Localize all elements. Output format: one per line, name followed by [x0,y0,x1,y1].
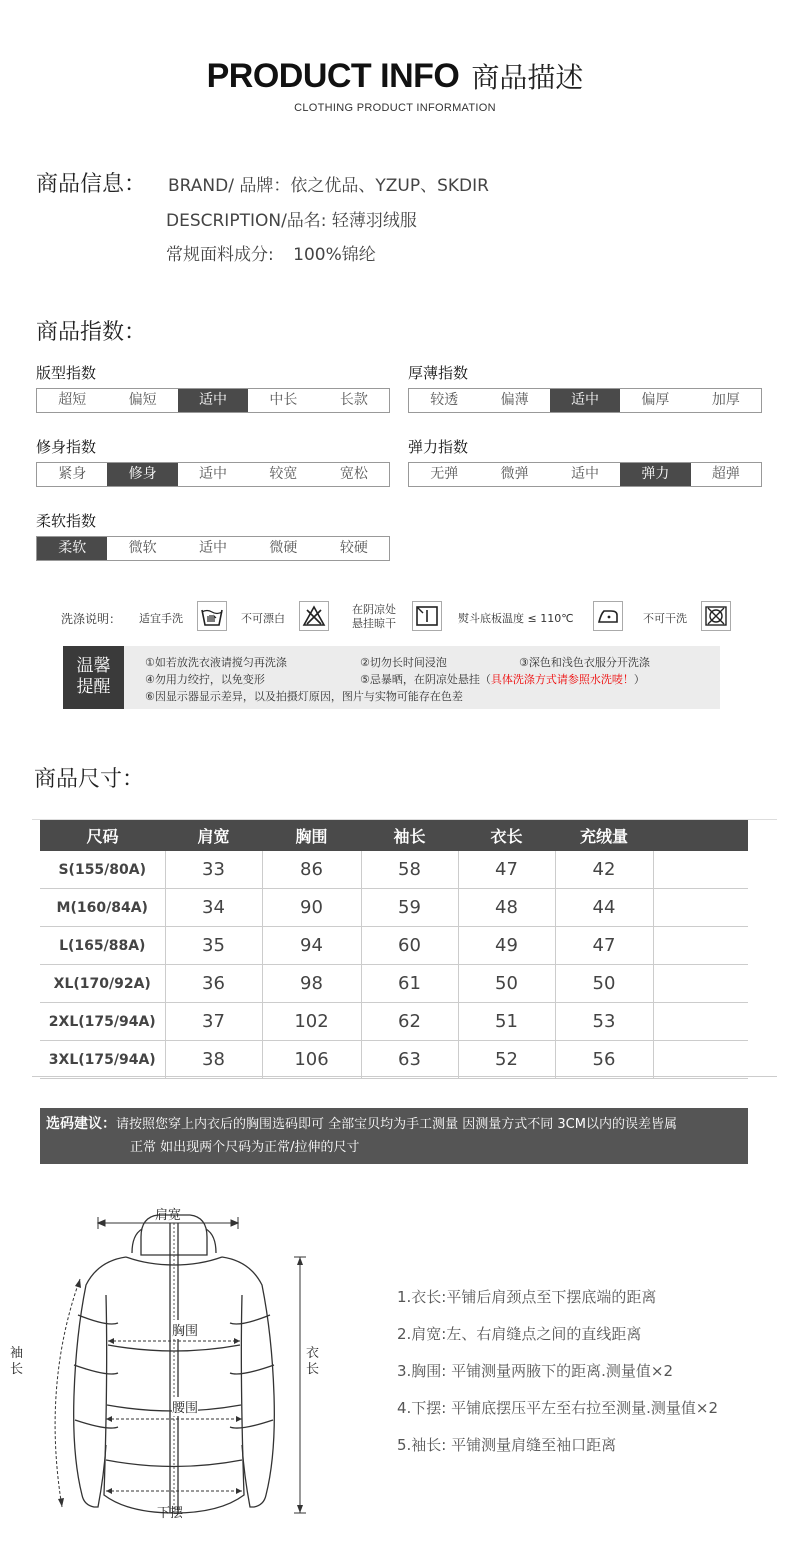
diagram-label-sleeve: 袖长 [10,1346,24,1377]
index-label-3: 弹力指数 [408,438,469,456]
index-option: 微弹 [500,466,529,482]
wash-text-bleach: 不可漂白 [241,612,285,625]
tip-5 [360,671,645,687]
index-option: 超短 [58,392,87,408]
fabric-value: 100%锦纶 [293,245,376,265]
tip-2: ②切勿长时间浸泡 [360,656,447,669]
jacket-diagram [8,1195,338,1530]
size-name-cell: L(165/88A) [40,927,165,965]
size-value-cell [653,965,748,1003]
wash-text-iron: 熨斗底板温度 ≤ 110℃ [458,612,574,625]
index-option: 无弹 [430,466,459,482]
index-option: 偏厚 [641,392,670,408]
size-value-cell [653,851,748,889]
size-value-cell: 35 [165,927,262,965]
measure-2: 2.肩宽:左、右肩缝点之间的直线距离 [397,1325,642,1343]
index-option: 适中 [199,466,228,482]
size-value-cell: 53 [555,1003,653,1041]
size-value-cell: 94 [262,927,361,965]
size-header-cell [653,820,748,851]
size-value-cell: 56 [555,1041,653,1079]
advice-label: 选码建议： [46,1116,116,1132]
index-option: 中长 [269,392,298,408]
size-value-cell: 61 [361,965,458,1003]
size-value-cell: 44 [555,889,653,927]
size-table-wrap [40,820,748,1079]
table-row [40,927,748,965]
wash-text-dryclean: 不可干洗 [643,612,687,625]
index-option: 紧身 [58,466,87,482]
size-header-cell: 衣长 [458,820,555,851]
size-value-cell: 59 [361,889,458,927]
index-option: 适中 [571,466,600,482]
size-value-cell: 36 [165,965,262,1003]
size-value-cell: 48 [458,889,555,927]
index-option: 微软 [128,540,157,556]
size-value-cell: 62 [361,1003,458,1041]
size-value-cell: 106 [262,1041,361,1079]
size-value-cell: 63 [361,1041,458,1079]
tip-5-end: ） [633,673,645,686]
fabric-label: 常规面料成分: [166,245,274,265]
brand-line: BRAND/ 品牌：依之优品、YZUP、SKDIR [168,176,489,196]
size-value-cell [653,1041,748,1079]
table-row [40,851,748,889]
title-cn: 商品描述 [471,62,584,93]
description-line: DESCRIPTION/品名: 轻薄羽绒服 [166,211,417,231]
size-advice [40,1108,748,1164]
tip-3: ③深色和浅色衣服分开洗涤 [519,656,650,669]
index-option: 宽松 [339,466,368,482]
size-header-cell: 肩宽 [165,820,262,851]
size-heading: 商品尺寸： [34,767,145,792]
index-heading: 商品指数： [36,320,147,345]
index-option: 较硬 [339,540,368,556]
index-option-selected: 适中 [550,389,620,412]
index-option: 偏短 [128,392,157,408]
index-option: 较宽 [269,466,298,482]
size-header-row [40,820,748,851]
iron-low-icon [593,601,623,631]
size-value-cell: 49 [458,927,555,965]
size-value-cell: 102 [262,1003,361,1041]
info-heading: 商品信息： [36,172,147,197]
size-value-cell: 50 [555,965,653,1003]
index-label-4: 柔软指数 [36,512,97,530]
diagram-label-length: 衣长 [306,1346,320,1377]
diagram-label-waist: 腰围 [172,1397,198,1416]
size-value-cell: 47 [555,927,653,965]
hand-wash-icon [197,601,227,631]
size-value-cell: 42 [555,851,653,889]
size-bottom-rule [32,1076,777,1077]
index-option-selected: 适中 [178,389,248,412]
index-bar-1 [408,388,762,413]
tips-label [63,646,124,709]
advice-line2: 正常 如出现两个尺码为正常/拉伸的尺寸 [130,1140,360,1155]
index-bar-2 [36,462,390,487]
advice-line1: 请按照您穿上内衣后的胸围选码即可 全部宝贝均为手工测量 因测量方式不同 3CM以内的误差皆属 [116,1117,677,1132]
tip-5-text: ⑤忌暴晒，在阴凉处悬挂（ [360,673,491,686]
index-option: 微硬 [269,540,298,556]
table-row [40,1041,748,1079]
table-row [40,1003,748,1041]
tip-4: ④勿用力绞拧，以免变形 [145,673,265,686]
size-value-cell: 47 [458,851,555,889]
index-option: 长款 [339,392,368,408]
index-option-selected: 柔软 [37,537,107,560]
page-title [0,56,790,96]
size-header-cell: 胸围 [262,820,361,851]
size-name-cell: M(160/84A) [40,889,165,927]
size-name-cell: XL(170/92A) [40,965,165,1003]
size-value-cell: 38 [165,1041,262,1079]
size-name-cell: S(155/80A) [40,851,165,889]
index-option: 适中 [199,540,228,556]
tip-1: ①如若放洗衣液请搅匀再洗涤 [145,656,287,669]
measure-4: 4.下摆: 平铺底摆压平左至右拉至测量.测量值×2 [397,1399,719,1417]
index-option: 超弹 [711,466,740,482]
index-option-selected: 弹力 [620,463,690,486]
index-bar-0 [36,388,390,413]
table-row [40,965,748,1003]
fabric-line [166,240,376,265]
measure-5: 5.袖长: 平铺测量肩缝至袖口距离 [397,1436,617,1454]
size-value-cell: 58 [361,851,458,889]
size-name-cell: 2XL(175/94A) [40,1003,165,1041]
index-bar-4 [36,536,390,561]
index-option: 较透 [430,392,459,408]
size-value-cell: 90 [262,889,361,927]
index-label-2: 修身指数 [36,438,97,456]
size-value-cell: 34 [165,889,262,927]
index-label-1: 厚薄指数 [408,364,469,382]
tip-5-warning: 具体洗涤方式请参照水洗唛！ [490,673,634,686]
diagram-label-chest: 胸围 [172,1320,198,1339]
index-option: 加厚 [711,392,740,408]
size-value-cell: 50 [458,965,555,1003]
size-value-cell: 98 [262,965,361,1003]
index-bar-3 [408,462,762,487]
table-row [40,889,748,927]
measure-1: 1.衣长:平铺后肩颈点至下摆底端的距离 [397,1288,657,1306]
index-label-0: 版型指数 [36,364,97,382]
size-value-cell: 60 [361,927,458,965]
diagram-label-hem: 下摆 [157,1506,184,1521]
measure-3: 3.胸围: 平铺测量两腋下的距离.测量值×2 [397,1362,674,1380]
size-name-cell: 3XL(175/94A) [40,1041,165,1079]
size-value-cell: 51 [458,1003,555,1041]
tip-6: ⑥因显示器显示差异，以及拍摄灯原因，图片与实物可能存在色差 [145,690,463,703]
no-bleach-icon [299,601,329,631]
title-en: PRODUCT INFO [206,57,460,95]
tips-label-line2: 提醒 [76,677,111,697]
wash-label: 洗涤说明： [61,612,122,626]
page-subtitle: CLOTHING PRODUCT INFORMATION [294,102,496,114]
size-table [40,820,748,1079]
wash-text-hand: 适宜手洗 [139,612,183,625]
size-value-cell: 33 [165,851,262,889]
no-dry-clean-icon [701,601,731,631]
size-value-cell [653,889,748,927]
size-header-cell: 袖长 [361,820,458,851]
size-value-cell: 52 [458,1041,555,1079]
line-dry-shade-icon [412,601,442,631]
size-value-cell [653,927,748,965]
index-option: 偏薄 [500,392,529,408]
tips-label-line1: 温馨 [76,656,111,676]
size-header-cell: 充绒量 [555,820,653,851]
size-value-cell: 37 [165,1003,262,1041]
size-value-cell [653,1003,748,1041]
size-header-cell: 尺码 [40,820,165,851]
index-option-selected: 修身 [107,463,177,486]
wash-text-dry: 在阴凉处 悬挂晾干 [352,603,396,630]
diagram-label-shoulder: 肩宽 [155,1208,182,1223]
size-value-cell: 86 [262,851,361,889]
